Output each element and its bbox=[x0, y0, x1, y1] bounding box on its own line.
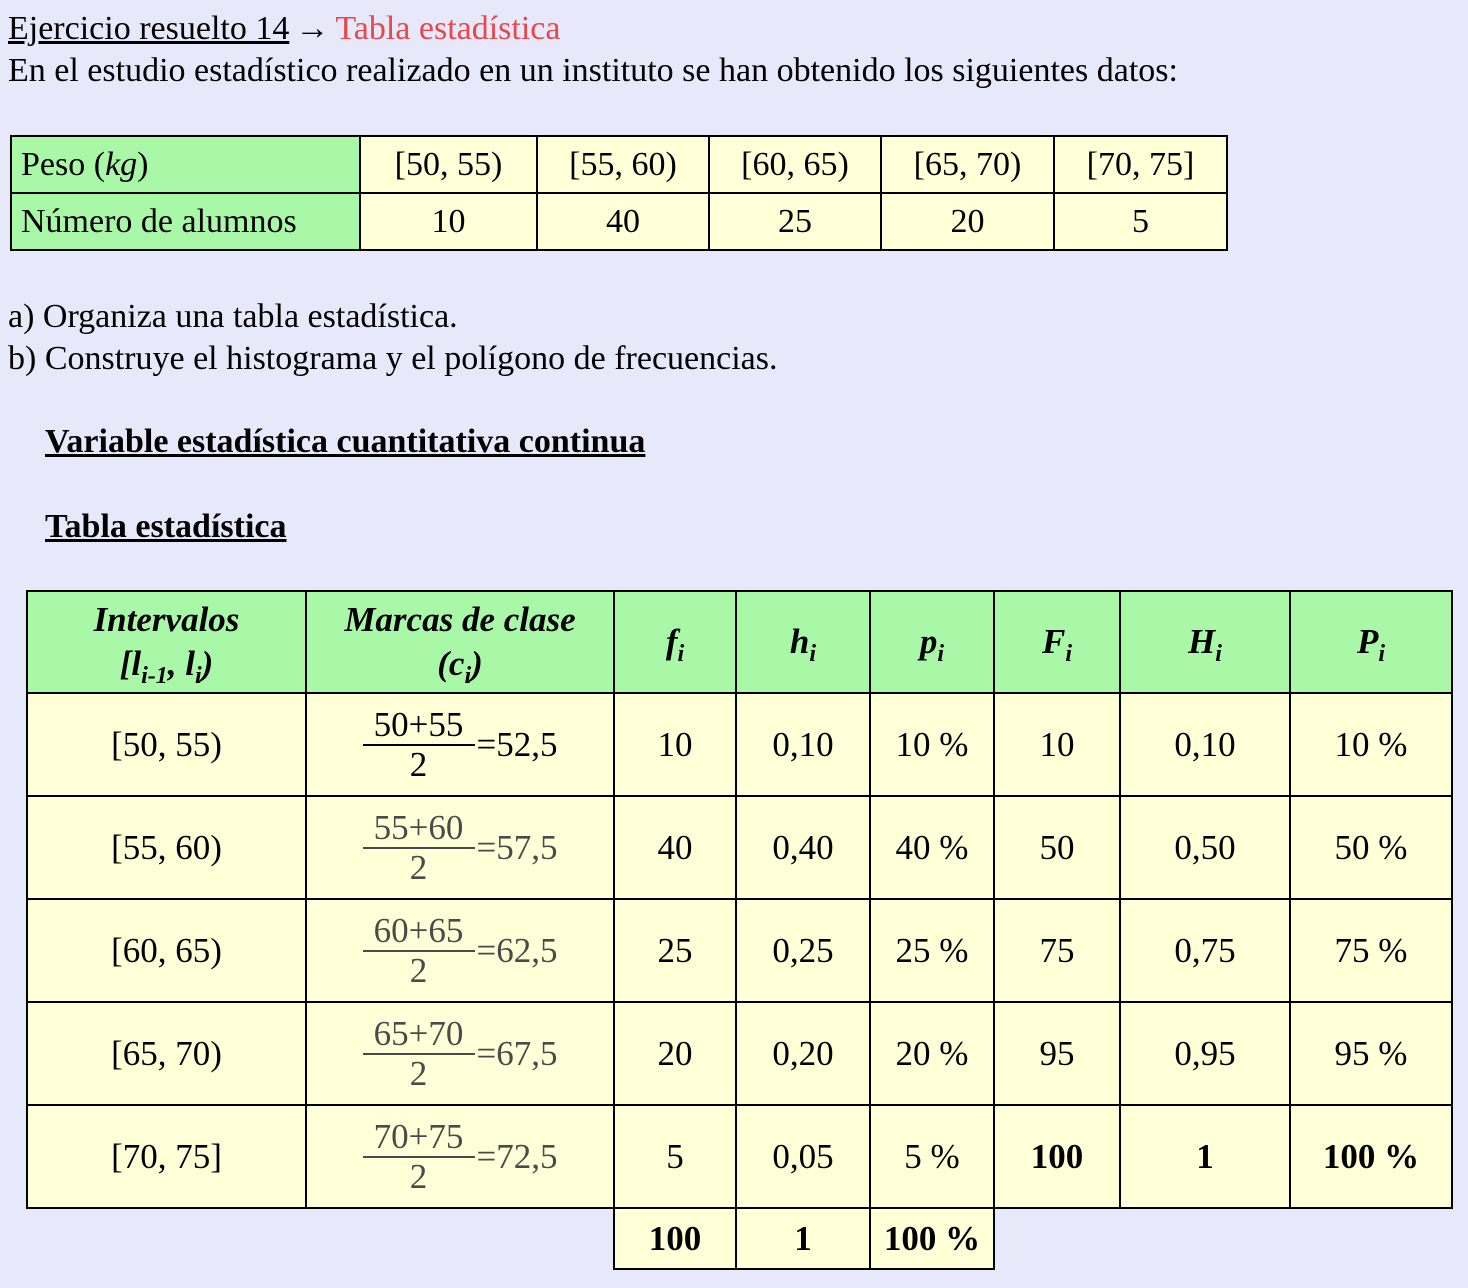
Pi-cell: 100 % bbox=[1290, 1105, 1452, 1208]
header-fi: $f_i$ bbox=[614, 591, 736, 693]
exercise-header bbox=[8, 8, 560, 50]
fi-cell: 5 bbox=[614, 1105, 736, 1208]
Fi-cell: 10 bbox=[994, 693, 1120, 796]
fi-cell: 20 bbox=[614, 1002, 736, 1105]
Hi-cell: 1 bbox=[1120, 1105, 1290, 1208]
count-cell: 10 bbox=[360, 193, 537, 250]
Fi-cell: 75 bbox=[994, 899, 1120, 1002]
table-row bbox=[27, 796, 1452, 899]
header-Pi: $P_i$ bbox=[1290, 591, 1452, 693]
Pi-cell: 50 % bbox=[1290, 796, 1452, 899]
interval-cell: [50, 55) bbox=[360, 136, 537, 193]
blank-cell bbox=[994, 1208, 1120, 1269]
header-hi: $h_i$ bbox=[736, 591, 870, 693]
fi-cell: 25 bbox=[614, 899, 736, 1002]
Hi-cell: 0,50 bbox=[1120, 796, 1290, 899]
interval-cell: [60, 65) bbox=[709, 136, 881, 193]
question-a: a) Organiza una tabla estadística. bbox=[8, 298, 458, 335]
hi-cell: 0,40 bbox=[736, 796, 870, 899]
blank-cell bbox=[1290, 1208, 1452, 1269]
Pi-cell: 95 % bbox=[1290, 1002, 1452, 1105]
header-intervals: Intervalos [$l_{i-1}$, $l_i$) bbox=[27, 591, 306, 693]
table-row bbox=[27, 1105, 1452, 1208]
exercise-link[interactable]: Ejercicio resuelto 14 bbox=[8, 10, 290, 47]
pi-cell: 40 % bbox=[870, 796, 994, 899]
table-row bbox=[27, 899, 1452, 1002]
data-table bbox=[10, 135, 1228, 251]
count-label: Número de alumnos bbox=[11, 193, 360, 250]
blank-cell bbox=[27, 1208, 306, 1269]
class-mark-cell: $\frac{70+75}{2}$ =72,5 bbox=[306, 1105, 614, 1208]
question-b: b) Construye el histograma y el polígono de frecuencias. bbox=[8, 340, 778, 377]
Hi-cell: 0,95 bbox=[1120, 1002, 1290, 1105]
total-hi: 1 bbox=[736, 1208, 870, 1269]
hi-cell: 0,05 bbox=[736, 1105, 870, 1208]
interval-cell: [65, 70) bbox=[27, 1002, 306, 1105]
weight-row bbox=[11, 136, 1227, 193]
count-cell: 25 bbox=[709, 193, 881, 250]
hi-cell: 0,10 bbox=[736, 693, 870, 796]
stats-header-row bbox=[27, 591, 1452, 693]
class-mark-cell: $\frac{55+60}{2}$ =57,5 bbox=[306, 796, 614, 899]
interval-cell: [55, 60) bbox=[537, 136, 709, 193]
header-Fi: $F_i$ bbox=[994, 591, 1120, 693]
weight-label: Peso (kg) bbox=[11, 136, 360, 193]
topic-link[interactable]: Tabla estadística bbox=[335, 10, 561, 47]
header-class-marks: Marcas de clase $(c_i)$ bbox=[306, 591, 614, 693]
total-fi: 100 bbox=[614, 1208, 736, 1269]
class-mark-cell: $\frac{60+65}{2}$ =62,5 bbox=[306, 899, 614, 1002]
count-cell: 20 bbox=[881, 193, 1054, 250]
table-row bbox=[27, 693, 1452, 796]
count-row bbox=[11, 193, 1227, 250]
count-cell: 5 bbox=[1054, 193, 1227, 250]
interval-cell: [65, 70) bbox=[881, 136, 1054, 193]
Hi-cell: 0,75 bbox=[1120, 899, 1290, 1002]
count-cell: 40 bbox=[537, 193, 709, 250]
interval-cell: [70, 75] bbox=[27, 1105, 306, 1208]
blank-cell bbox=[306, 1208, 614, 1269]
totals-row bbox=[27, 1208, 1452, 1269]
header-Hi: $H_i$ bbox=[1120, 591, 1290, 693]
intro-text: En el estudio estadístico realizado en un instituto se han obtenido los siguientes datos: bbox=[8, 52, 1178, 89]
pi-cell: 25 % bbox=[870, 899, 994, 1002]
section-title-table: Tabla estadística bbox=[45, 508, 287, 545]
stats-table bbox=[26, 590, 1453, 1270]
hi-cell: 0,20 bbox=[736, 1002, 870, 1105]
header-pi: $p_i$ bbox=[870, 591, 994, 693]
interval-cell: [60, 65) bbox=[27, 899, 306, 1002]
Fi-cell: 100 bbox=[994, 1105, 1120, 1208]
Fi-cell: 50 bbox=[994, 796, 1120, 899]
interval-cell: [70, 75] bbox=[1054, 136, 1227, 193]
class-mark-cell: $\frac{65+70}{2}$ =67,5 bbox=[306, 1002, 614, 1105]
section-title-variable: Variable estadística cuantitativa continua bbox=[45, 423, 646, 460]
fi-cell: 10 bbox=[614, 693, 736, 796]
table-row bbox=[27, 1002, 1452, 1105]
Hi-cell: 0,10 bbox=[1120, 693, 1290, 796]
fi-cell: 40 bbox=[614, 796, 736, 899]
pi-cell: 10 % bbox=[870, 693, 994, 796]
hi-cell: 0,25 bbox=[736, 899, 870, 1002]
interval-cell: [50, 55) bbox=[27, 693, 306, 796]
pi-cell: 20 % bbox=[870, 1002, 994, 1105]
pi-cell: 5 % bbox=[870, 1105, 994, 1208]
interval-cell: [55, 60) bbox=[27, 796, 306, 899]
arrow-icon: → bbox=[295, 10, 330, 47]
total-pi: 100 % bbox=[870, 1208, 994, 1269]
Pi-cell: 75 % bbox=[1290, 899, 1452, 1002]
class-mark-cell: $\frac{50+55}{2}$ =52,5 bbox=[306, 693, 614, 796]
blank-cell bbox=[1120, 1208, 1290, 1269]
Pi-cell: 10 % bbox=[1290, 693, 1452, 796]
Fi-cell: 95 bbox=[994, 1002, 1120, 1105]
